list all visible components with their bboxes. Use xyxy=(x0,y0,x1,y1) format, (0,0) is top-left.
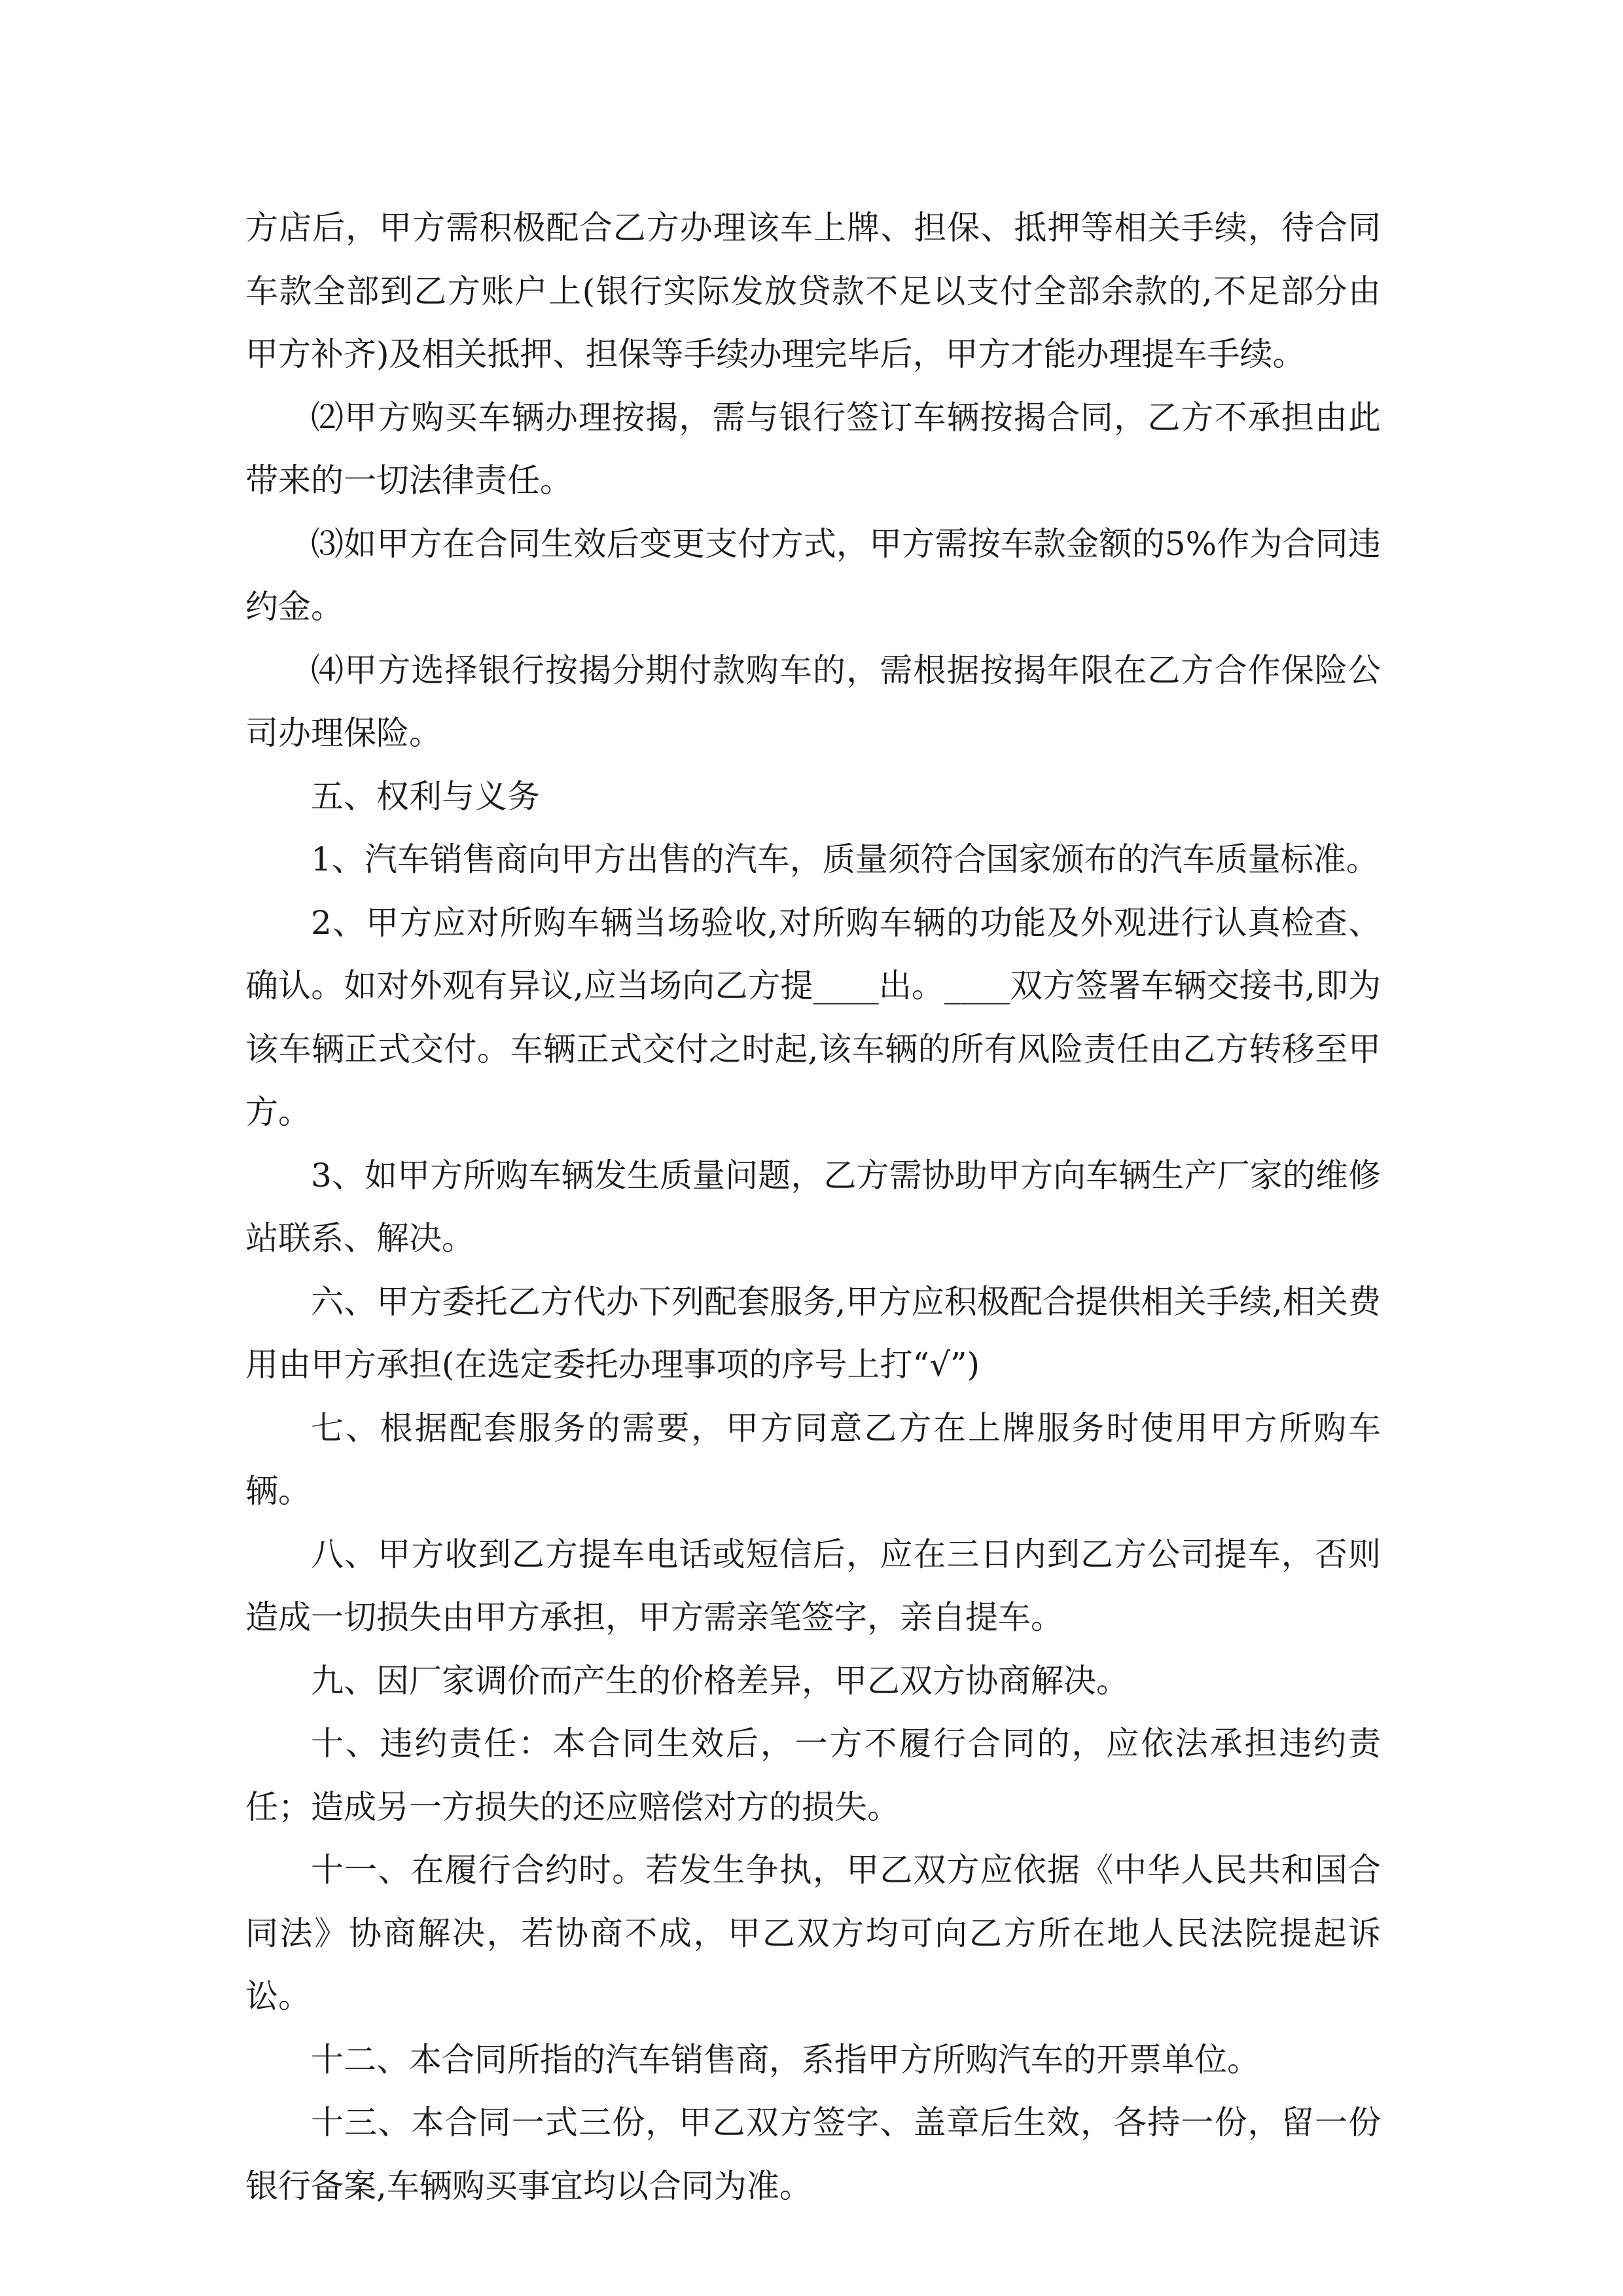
section-7-vehicle-use: 七、根据配套服务的需要，甲方同意乙方在上牌服务时使用甲方所购车辆。 xyxy=(245,1408,1381,1510)
section-8-pickup: 八、甲方收到乙方提车电话或短信后，应在三日内到乙方公司提车，否则造成一切损失由甲方承担，甲方需亲笔签字，亲自提车。 xyxy=(245,1535,1381,1636)
section-10-breach: 十、违约责任：本合同生效后，一方不履行合同的，应依法承担违约责任；造成另一方损失的还应赔偿对方的损失。 xyxy=(245,1725,1381,1826)
section-9-price-difference: 九、因厂家调价而产生的价格差异，甲乙双方协商解决。 xyxy=(311,1661,1129,1700)
section-13-copies: 十三、本合同一式三份，甲乙双方签字、盖章后生效，各持一份，留一份银行备案,车辆购买事宜均以合同为准。 xyxy=(245,2104,1381,2205)
paragraph-inspection-delivery: 2、甲方应对所购车辆当场验收,对所购车辆的功能及外观进行认真检查、确认。如对外观有异议,应当场向乙方提____出。____双方签署车辆交接书,即为该车辆正式交付。车辆正式交付之时起,该车辆的所有风险责任由乙方转移至甲方。 xyxy=(245,903,1381,1131)
section-12-seller-definition: 十二、本合同所指的汽车销售商，系指甲方所购汽车的开票单位。 xyxy=(311,2040,1260,2079)
paragraph-item-3-payment-change: ⑶如甲方在合同生效后变更支付方式，甲方需按车款金额的5%作为合同违约金。 xyxy=(245,524,1381,626)
section-heading-rights-obligations: 五、权利与义务 xyxy=(311,777,540,816)
section-11-dispute: 十一、在履行合约时。若发生争执，甲乙双方应依据《中华人民共和国合同法》协商解决，若协商不成，甲乙双方均可向乙方所在地人民法院提起诉讼。 xyxy=(245,1851,1381,2015)
paragraph-quality-issues: 3、如甲方所购车辆发生质量问题，乙方需协助甲方向车辆生产厂家的维修站联系、解决。 xyxy=(245,1156,1381,1257)
contract-body xyxy=(245,196,1381,2217)
paragraph-item-2-mortgage: ⑵甲方购买车辆办理按揭，需与银行签订车辆按揭合同，乙方不承担由此带来的一切法律责任。 xyxy=(245,398,1381,499)
paragraph-quality-standard: 1、汽车销售商向甲方出售的汽车，质量须符合国家颁布的汽车质量标准。 xyxy=(311,840,1379,878)
section-6-services: 六、甲方委托乙方代办下列配套服务,甲方应积极配合提供相关手续,相关费用由甲方承担(在选定委托办理事项的序号上打“√”) xyxy=(245,1282,1381,1384)
paragraph-item-4-insurance: ⑷甲方选择银行按揭分期付款购车的，需根据按揭年限在乙方合作保险公司办理保险。 xyxy=(245,651,1381,752)
paragraph-continued-from-previous-page: 方店后，甲方需积极配合乙方办理该车上牌、担保、抵押等相关手续，待合同车款全部到乙方账户上(银行实际发放贷款不足以支付全部余款的,不足部分由甲方补齐)及相关抵押、担保等手续办理完毕后，甲方才能办理提车手续。 xyxy=(245,209,1381,373)
